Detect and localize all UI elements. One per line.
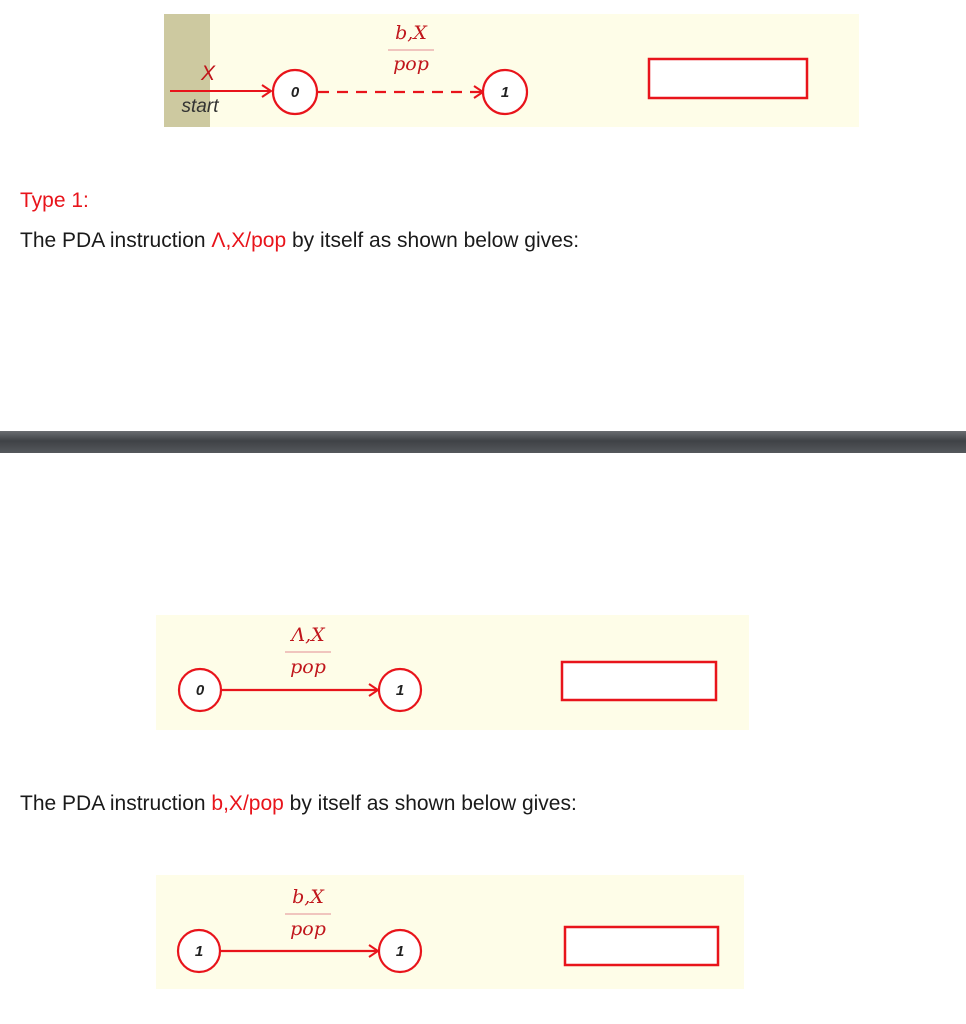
state-node-1 (379, 669, 421, 711)
instruction-text-2 (20, 792, 577, 816)
top-diagram-panel (164, 14, 859, 127)
answer-box (565, 927, 718, 965)
top-transition-diagram (164, 14, 859, 127)
edge-bottom-label: pop (290, 656, 326, 678)
mid-transition-diagram (156, 615, 749, 730)
instruction-prefix: The PDA instruction (20, 792, 212, 815)
instruction-suffix: by itself as shown below gives: (286, 229, 580, 252)
mid-diagram-panel (156, 615, 749, 730)
state-node-1-from (178, 930, 220, 972)
start-stack-symbol: X (200, 62, 216, 85)
type-heading: Type 1: (20, 189, 89, 212)
edge-bottom-label: pop (393, 53, 429, 75)
state-node-0 (179, 669, 221, 711)
instruction-code: Λ,X/pop (211, 229, 287, 252)
edge-bottom-label: pop (290, 918, 326, 940)
instruction-prefix: The PDA instruction (20, 229, 212, 252)
state-node-label: 1 (194, 943, 204, 960)
answer-box (562, 662, 716, 700)
state-node-label: 0 (195, 682, 205, 699)
instruction-text-1 (20, 229, 579, 253)
state-node-label: 1 (395, 943, 405, 960)
instruction-suffix: by itself as shown below gives: (283, 792, 577, 815)
state-node-1 (483, 70, 527, 114)
bottom-diagram-panel (156, 875, 744, 989)
edge-top-label: b,X (292, 886, 324, 908)
state-node-1-to (379, 930, 421, 972)
edge-top-label: Λ,X (291, 624, 325, 646)
state-node-label: 0 (290, 84, 300, 101)
answer-box (649, 59, 807, 98)
state-node-label: 1 (500, 84, 510, 101)
bottom-transition-diagram (156, 875, 744, 989)
instruction-code: b,X/pop (211, 792, 284, 815)
state-node-0 (273, 70, 317, 114)
page-divider (0, 431, 966, 453)
state-node-label: 1 (395, 682, 405, 699)
start-label: start (181, 96, 219, 117)
edge-top-label: b,X (395, 22, 427, 44)
